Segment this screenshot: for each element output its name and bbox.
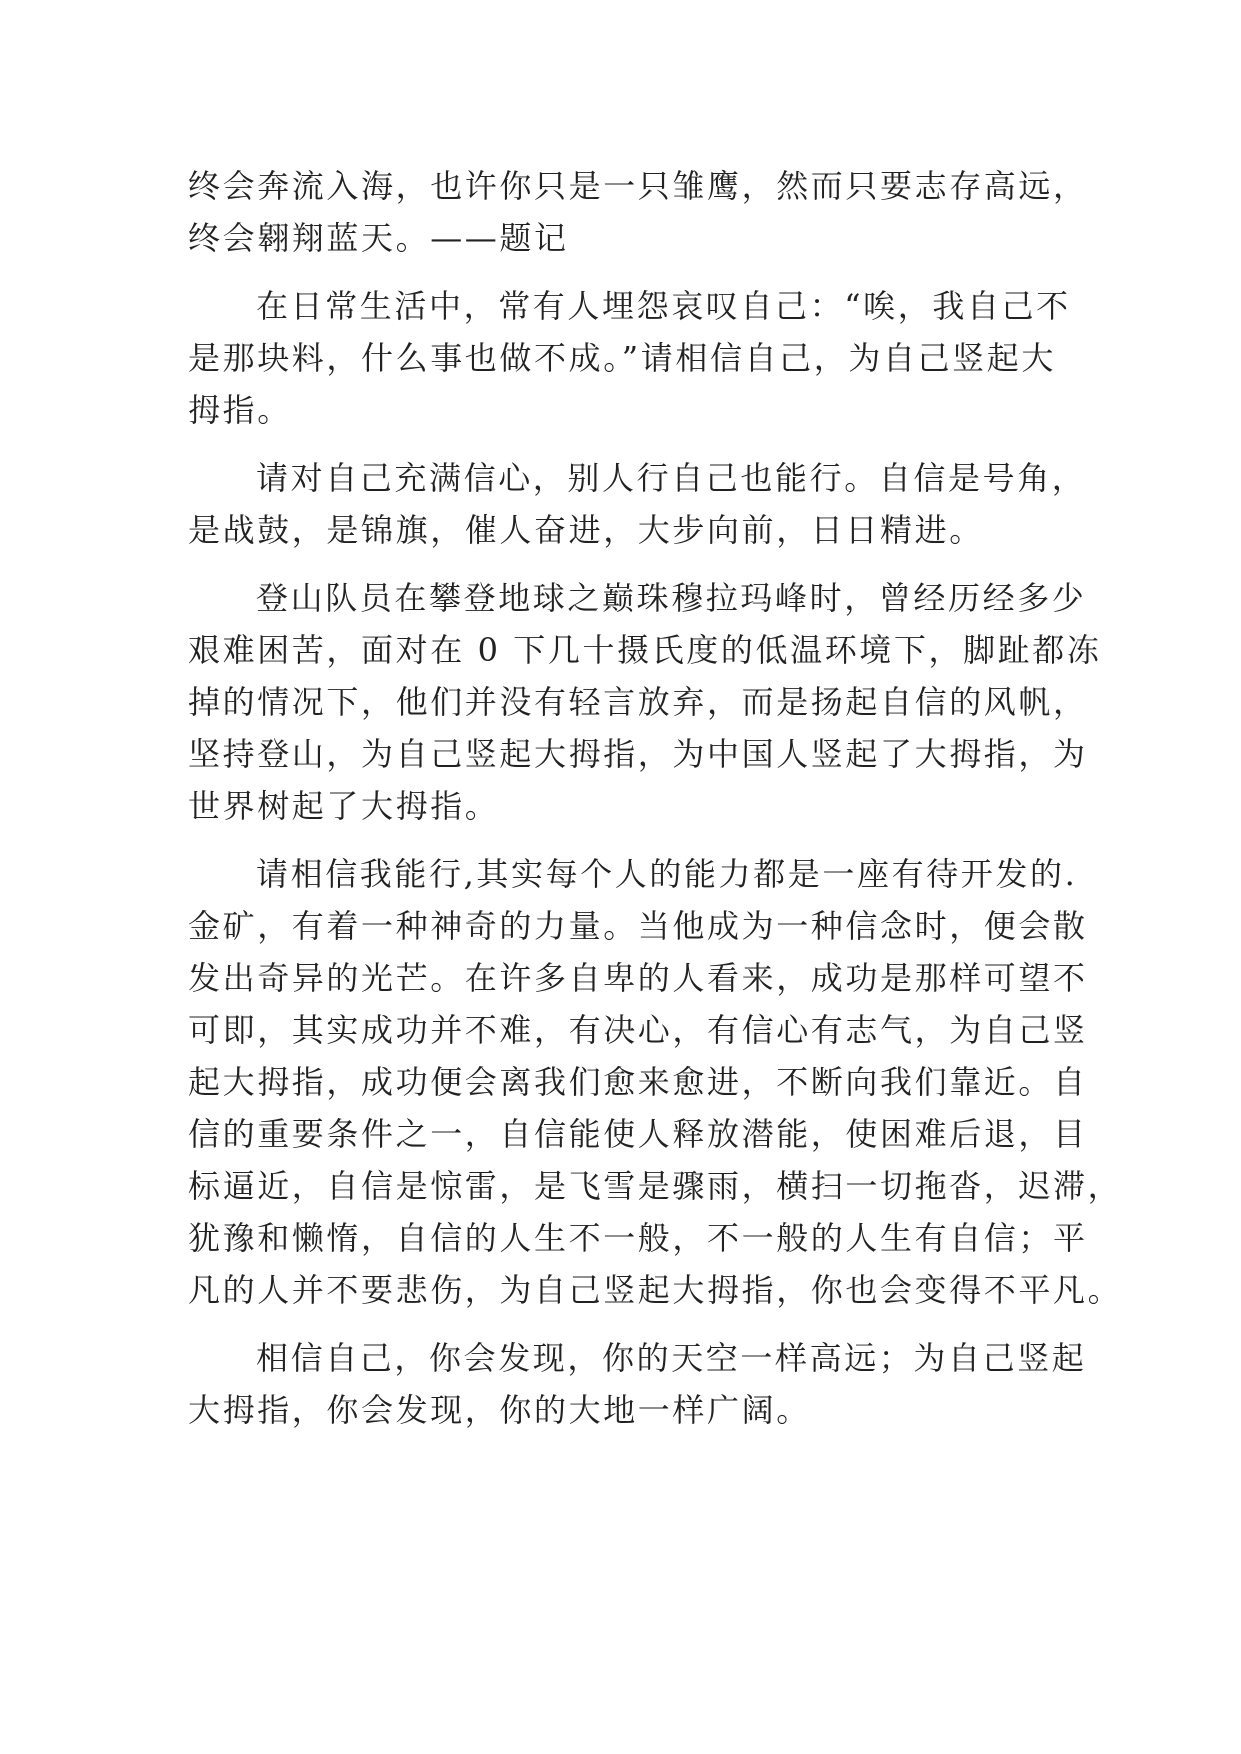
text-line: 登山队员在攀登地球之巅珠穆拉玛峰时，曾经历经多少 — [256, 579, 1087, 617]
text-line: 起大拇指，成功便会离我们愈来愈进，不断向我们靠近。自 — [188, 1063, 1088, 1101]
text-line: 是战鼓，是锦旗，催人奋进，大步向前，日日精进。 — [188, 511, 984, 549]
text-line: 请对自己充满信心，别人行自己也能行。自信是号角， — [256, 459, 1087, 497]
text-line: 标逼近，自信是惊雷，是飞雪是骤雨，横扫一切拖沓，迟滞， — [188, 1167, 1123, 1205]
text-line: 发出奇异的光芒。在许多自卑的人看来，成功是那样可望不 — [188, 959, 1088, 997]
text-line: 世界树起了大拇指。 — [188, 787, 500, 825]
text-line: 信的重要条件之一，自信能使人释放潜能，使困难后退，目 — [188, 1115, 1088, 1153]
paragraph-2 — [188, 452, 1087, 556]
text-line: 掉的情况下，他们并没有轻言放弃，而是扬起自信的风帆， — [188, 683, 1088, 721]
text-line: 凡的人并不要悲伤，为自己竖起大拇指，你也会变得不平凡。 — [188, 1271, 1123, 1309]
text-line: 是那块料，什么事也做不成。”请相信自己，为自己竖起大 — [188, 339, 1056, 377]
text-line: 金矿，有着一种神奇的力量。当他成为一种信念时，便会散 — [188, 907, 1088, 945]
text-line: 相信自己，你会发现，你的天空一样高远；为自己竖起 — [256, 1339, 1087, 1377]
paragraph-1 — [188, 280, 1071, 436]
text-line: 大拇指，你会发现，你的大地一样广阔。 — [188, 1391, 811, 1429]
epigraph — [188, 160, 1088, 264]
text-line: 艰难困苦，面对在 0 下几十摄氏度的低温环境下，脚趾都冻 — [188, 631, 1102, 669]
text-line: 终会奔流入海，也许你只是一只雏鹰，然而只要志存高远， — [188, 167, 1088, 205]
paragraph-5 — [188, 1332, 1087, 1436]
text-line: 坚持登山，为自己竖起大拇指，为中国人竖起了大拇指，为 — [188, 735, 1088, 773]
document-body — [188, 160, 1123, 1436]
text-line: 拇指。 — [188, 391, 292, 429]
text-line: 可即，其实成功并不难，有决心，有信心有志气，为自己竖 — [188, 1011, 1088, 1049]
text-line: 请相信我能行,其实每个人的能力都是一座有待开发的. — [256, 855, 1078, 893]
paragraph-3 — [188, 572, 1102, 832]
paragraph-4 — [188, 848, 1123, 1316]
text-line: 在日常生活中，常有人埋怨哀叹自己：“唉，我自己不 — [256, 287, 1071, 325]
text-line: 犹豫和懒惰，自信的人生不一般，不一般的人生有自信；平 — [188, 1219, 1088, 1257]
text-line: 终会翱翔蓝天。——题记 — [188, 219, 569, 257]
